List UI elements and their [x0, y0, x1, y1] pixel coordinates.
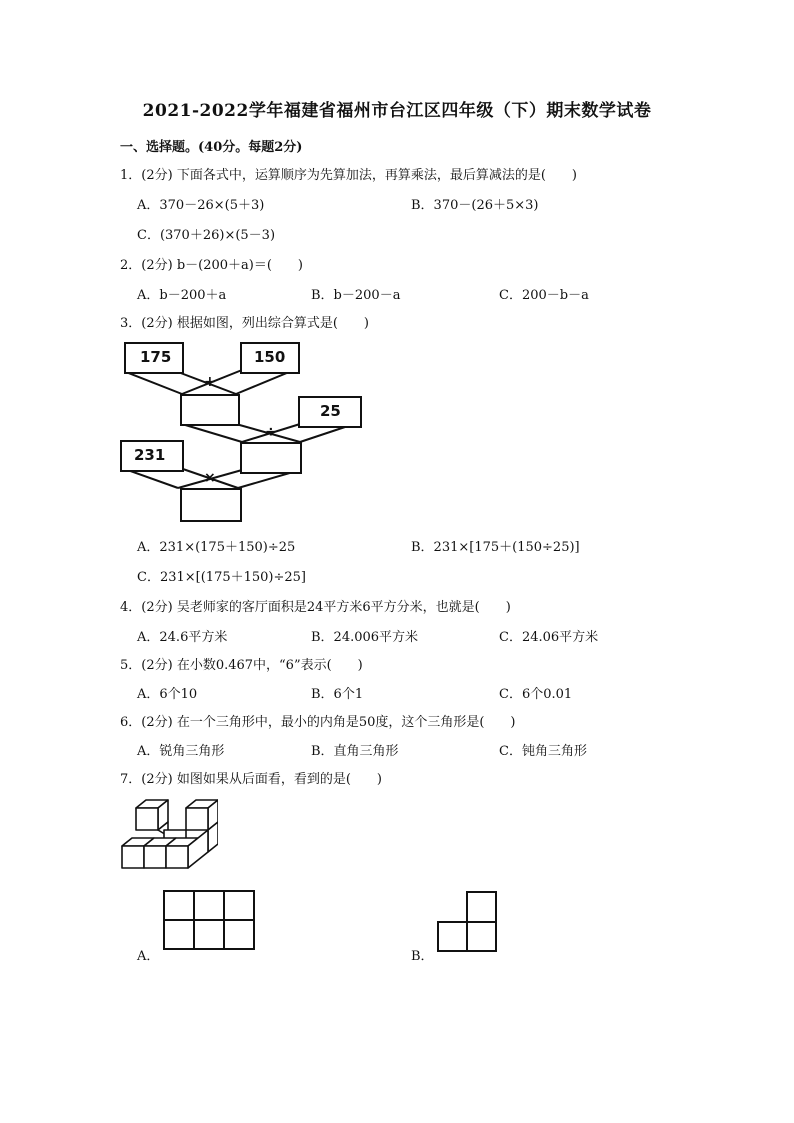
q4-option-a[interactable]: A．24.6平方米: [137, 630, 228, 645]
q6-option-c[interactable]: C．钝角三角形: [499, 744, 587, 759]
question-3-stem: 3．(2分) 根据如图，列出综合算式是( ): [120, 316, 369, 331]
flow-number-25: 25: [320, 402, 341, 420]
question-5-stem: 5．(2分) 在小数0.467中，“6”表示( ): [120, 658, 363, 673]
flow-op-plus: +: [204, 374, 216, 390]
q4-option-b[interactable]: B．24.006平方米: [311, 630, 419, 645]
flow-number-175: 175: [140, 348, 172, 366]
cube-stack-figure: [118, 796, 218, 874]
flow-op-divide: ÷: [265, 424, 277, 440]
question-7-stem: 7．(2分) 如图如果从后面看，看到的是( ): [120, 772, 382, 787]
q2-option-a[interactable]: A．b－200＋a: [137, 288, 227, 303]
flow-box-sum: [180, 394, 240, 426]
q1-option-c[interactable]: C．(370＋26)×(5－3): [137, 228, 276, 243]
q3-option-a[interactable]: A．231×(175＋150)÷25: [137, 540, 296, 555]
question-4-stem: 4．(2分) 吴老师家的客厅面积是24平方米6平方分米，也就是( ): [120, 600, 511, 615]
option-a-view-figure: [163, 890, 255, 950]
q7-option-b[interactable]: B．: [411, 949, 434, 964]
q3-option-c[interactable]: C．231×[(175＋150)÷25]: [137, 570, 307, 585]
q2-option-b[interactable]: B．b－200－a: [311, 288, 401, 303]
q3-option-b[interactable]: B．231×[175＋(150÷25)]: [411, 540, 580, 555]
q2-option-c[interactable]: C．200－b－a: [499, 288, 589, 303]
q5-option-a[interactable]: A．6个10: [137, 687, 198, 702]
question-6-stem: 6．(2分) 在一个三角形中，最小的内角是50度，这个三角形是( ): [120, 715, 516, 730]
q5-option-b[interactable]: B．6个1: [311, 687, 364, 702]
q1-option-b[interactable]: B．370－(26＋5×3): [411, 198, 539, 213]
q1-option-a[interactable]: A．370－26×(5＋3): [137, 198, 265, 213]
flow-number-231: 231: [134, 446, 166, 464]
page-title: 2021-2022学年福建省福州市台江区四年级（下）期末数学试卷: [142, 101, 652, 121]
option-b-view-figure: [436, 891, 498, 953]
section-heading: 一、选择题。(40分。每题2分): [120, 140, 303, 155]
q7-option-a[interactable]: A．: [137, 949, 160, 964]
flow-number-150: 150: [254, 348, 286, 366]
q6-option-b[interactable]: B．直角三角形: [311, 744, 399, 759]
question-1-stem: 1．(2分) 下面各式中，运算顺序为先算加法，再算乘法，最后算减法的是( ): [120, 168, 577, 183]
question-2-stem: 2．(2分) b－(200＋a)＝( ): [120, 258, 303, 273]
flow-diagram: [118, 338, 368, 528]
flow-box-product: [180, 488, 242, 522]
q5-option-c[interactable]: C．6个0.01: [499, 687, 573, 702]
flow-op-multiply: ×: [204, 470, 216, 486]
flow-box-quotient: [240, 442, 302, 474]
q4-option-c[interactable]: C．24.06平方米: [499, 630, 599, 645]
q6-option-a[interactable]: A．锐角三角形: [137, 744, 225, 759]
